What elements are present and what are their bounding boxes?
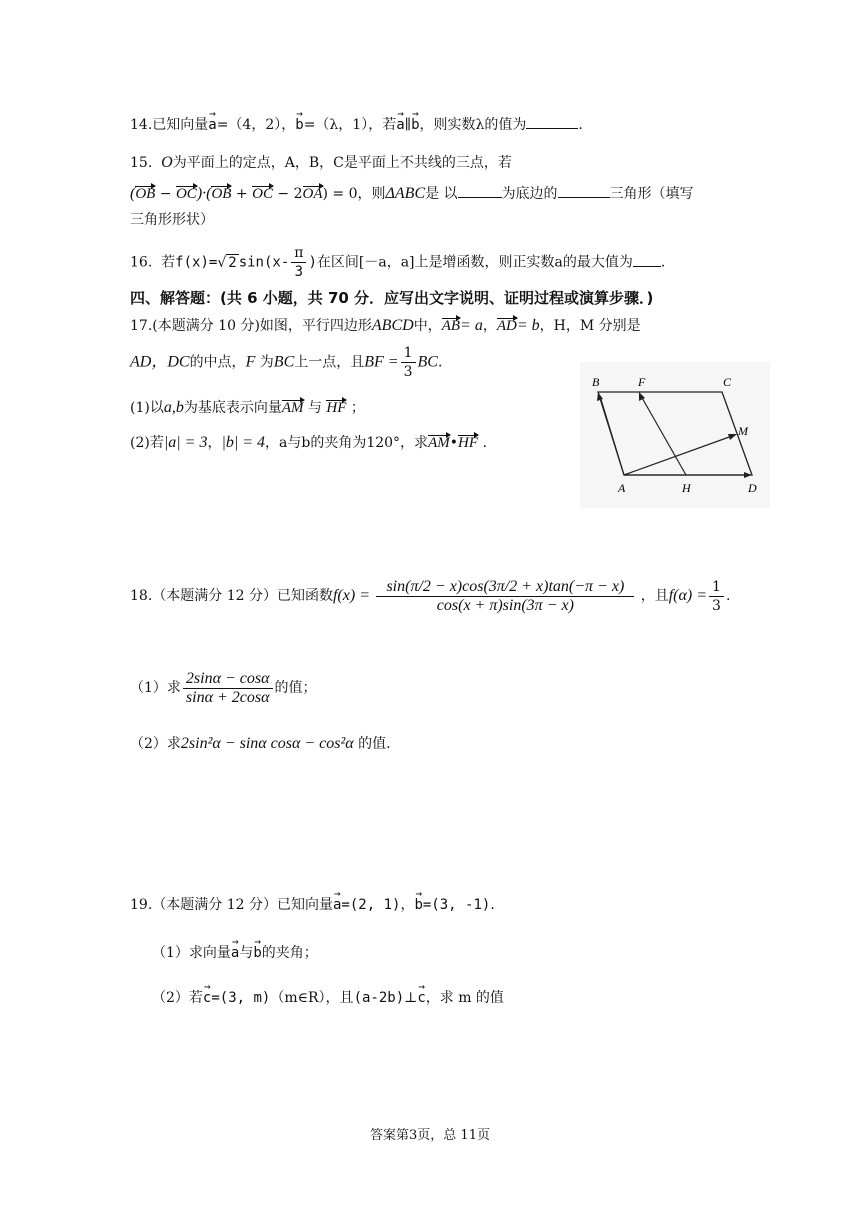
sin-expr: sin(x- [238, 254, 290, 271]
q18-text: 的值； [274, 680, 317, 696]
q17-text: 与 [307, 400, 322, 416]
vector-c: → c [203, 988, 211, 1008]
q15-text: 为平面上的定点，A，B，C是平面上不共线的三点，若 [172, 155, 512, 171]
q18-head: 18.（本题满分 12 分）已知函数 [130, 588, 333, 604]
label-h: H [682, 481, 691, 495]
q18-fraction [376, 578, 634, 615]
q18-text: 的值. [358, 736, 391, 752]
sqrt-2: √ 2 [217, 254, 237, 271]
comma: ， [400, 897, 415, 913]
section-heading: 四、解答题：(共 6 小题，共 70 分．应写出文字说明、证明过程或演算步骤．) [130, 289, 654, 307]
question-17-part2 [130, 433, 487, 453]
frac-den: 3 [403, 364, 413, 380]
abcd: ABCD [371, 317, 414, 334]
frac-num: π [291, 244, 306, 263]
part-label: （1）求 [130, 680, 181, 696]
eq-a: = a [460, 317, 483, 334]
pi-over-3 [291, 244, 306, 281]
q14-a-value: =（4，2）， [216, 117, 296, 133]
frac-num: 1 [401, 344, 416, 363]
bf-eq: BF = [364, 353, 399, 371]
q17-text: 中， [413, 318, 442, 334]
point-f: F [245, 353, 256, 371]
answer-blank [526, 128, 578, 129]
label-d: D [748, 481, 757, 495]
period: . [437, 354, 443, 371]
q15-text: 三角形（填写 [609, 186, 694, 202]
op: − [155, 186, 176, 202]
question-15-line1 [130, 153, 512, 173]
parallelogram-figure [580, 362, 770, 508]
q14-text: 已知向量 [152, 117, 209, 133]
eq-b: = b [516, 317, 540, 334]
question-16 [130, 244, 665, 281]
vector-b: → b [414, 895, 422, 915]
segment-bc: BC [273, 353, 295, 371]
q15-number: 15. [130, 155, 153, 171]
label-a: A [618, 481, 626, 495]
vector-ab: AB [441, 318, 461, 334]
vector-b: → b [411, 115, 419, 135]
question-17-line1 [130, 316, 641, 336]
question-19-part1 [152, 943, 318, 963]
question-19-part2 [152, 988, 504, 1008]
c-value: =(3, m) [211, 990, 271, 1006]
q16-end: . [660, 254, 666, 271]
question-19 [130, 895, 495, 915]
vector-ob: OB [211, 186, 232, 202]
q16-text: 在区间[－a，a]上是增函数，则正实数a的最大值为 [316, 254, 633, 271]
q19-text: 与 [239, 945, 254, 961]
vector-a: → a [333, 895, 341, 915]
frac-num: sin(π/2 − x)cos(3π/2 + x)tan(−π − x) [376, 578, 634, 597]
ad-dc: AD，DC [130, 353, 190, 371]
period: . [725, 588, 731, 604]
vector-b: → b [295, 115, 303, 135]
function-f: f(x)= [175, 254, 218, 271]
q17-text: ； [350, 400, 365, 416]
frac-num: 2sinα − cosα [183, 670, 273, 689]
paren: ( [130, 185, 136, 202]
sqrt-value: 2 [228, 254, 237, 271]
q17-head: 17.(本题满分 10 分)如图，平行四边形 [130, 318, 372, 334]
question-18-part2 [130, 734, 391, 754]
part-label: （2）求 [130, 736, 181, 752]
period: . [482, 435, 487, 451]
q15-then: ，则 [357, 186, 386, 202]
vector-hf: HF [458, 435, 478, 451]
q16-number: 16. [130, 254, 153, 271]
q18-expr: 2sin²α − sinα cosα − cos²α [180, 735, 354, 752]
q17-text: 的中点， [189, 354, 246, 371]
parallel-symbol: ∥ [404, 117, 412, 133]
point-o: O [161, 154, 173, 171]
question-17-line2 [130, 344, 442, 381]
perp-symbol: ⊥ [404, 990, 418, 1006]
vector-a: → a [396, 115, 404, 135]
comma: ， [207, 435, 222, 451]
label-b: B [592, 375, 600, 389]
vector-oc: OC [252, 186, 273, 202]
equation-end: ) = 0 [322, 186, 358, 202]
vector-c: → c [417, 988, 425, 1008]
frac-den: 3 [294, 264, 304, 280]
q15-text: 三角形形状） [130, 212, 214, 228]
label-c: C [723, 375, 732, 389]
q17-text: 上一点，且 [294, 354, 365, 371]
a-minus-2b: (a-2b) [353, 990, 405, 1006]
dot-op: • [449, 435, 458, 451]
answer-blank [633, 266, 661, 267]
frac-den: cos(x + π)sin(3π − x) [436, 596, 574, 614]
label-m: M [738, 424, 748, 438]
vector-b: → b [253, 943, 261, 963]
q14-end: . [578, 117, 583, 133]
vector-am: AM [428, 435, 450, 451]
q15-text: 为底边的 [501, 186, 558, 202]
part-label: (1)以 [130, 400, 164, 416]
segment-bc: BC [417, 353, 438, 371]
q17-text: ，H，M 分别是 [539, 318, 641, 334]
page-footer: 答案第3页，总 11页 [370, 1128, 490, 1143]
paren: ) [308, 254, 317, 271]
q14-b-value: =（λ，1），若 [303, 117, 397, 133]
vector-hf: HF [326, 400, 347, 416]
question-15-line3 [130, 210, 214, 230]
label-f: F [638, 375, 646, 389]
q19-text: （m∈R），且 [270, 990, 354, 1006]
q18-text: ，且 [640, 588, 669, 604]
q17-text: 为基底表示向量 [183, 400, 282, 416]
question-17-part1 [130, 398, 365, 418]
part-label: （1）求向量 [152, 945, 231, 961]
q14-text-2: ，则实数λ的值为 [419, 117, 527, 133]
vector-am: AM [281, 400, 304, 416]
q17-text: ，a与b的夹角为120°，求 [265, 435, 429, 451]
q17-text: 为 [259, 354, 274, 371]
frac-den: 3 [712, 597, 721, 614]
abs-a: |a| = 3 [163, 434, 208, 451]
answer-blank [458, 197, 502, 198]
frac-num: 1 [709, 578, 724, 597]
q18-ratio [183, 670, 273, 707]
q14-number: 14. [130, 117, 153, 133]
op: + [231, 186, 253, 202]
vector-ob: OB [135, 186, 156, 202]
vector-oc: OC [175, 186, 197, 202]
op: )·( [196, 185, 212, 202]
one-third [401, 344, 416, 381]
function-fx: f(x) = [332, 587, 370, 604]
q15-text: 是 以 [425, 186, 458, 202]
q19-text: 的夹角； [261, 945, 318, 961]
f-alpha: f(α) = [668, 587, 708, 604]
frac-den: sinα + 2cosα [185, 688, 270, 706]
vector-a: → a [208, 115, 216, 135]
vector-ad: AD [496, 318, 517, 334]
question-18-part1 [130, 668, 317, 708]
q19-head: 19.（本题满分 12 分）已知向量 [130, 897, 333, 913]
vector-a: → a [231, 943, 239, 963]
one-third [709, 578, 724, 615]
q16-text: 若 [161, 254, 176, 271]
vector-oa: OA [302, 186, 323, 202]
b-value: =(3, -1) [422, 897, 491, 913]
op: − 2 [272, 186, 303, 202]
comma: ， [482, 318, 497, 334]
answer-blank [558, 197, 610, 198]
part-label: （2）若 [152, 990, 203, 1006]
q19-text: ，求 m 的值 [425, 990, 504, 1006]
triangle-abc: ΔABC [385, 185, 426, 202]
basis-ab: a,b [163, 399, 184, 416]
period: . [490, 897, 495, 913]
part-label: (2)若 [130, 435, 164, 451]
question-15-line2 [130, 184, 694, 204]
a-value: =(2, 1) [341, 897, 401, 913]
abs-b: |b| = 4 [221, 434, 266, 451]
question-14 [130, 115, 583, 135]
question-18 [130, 574, 730, 618]
